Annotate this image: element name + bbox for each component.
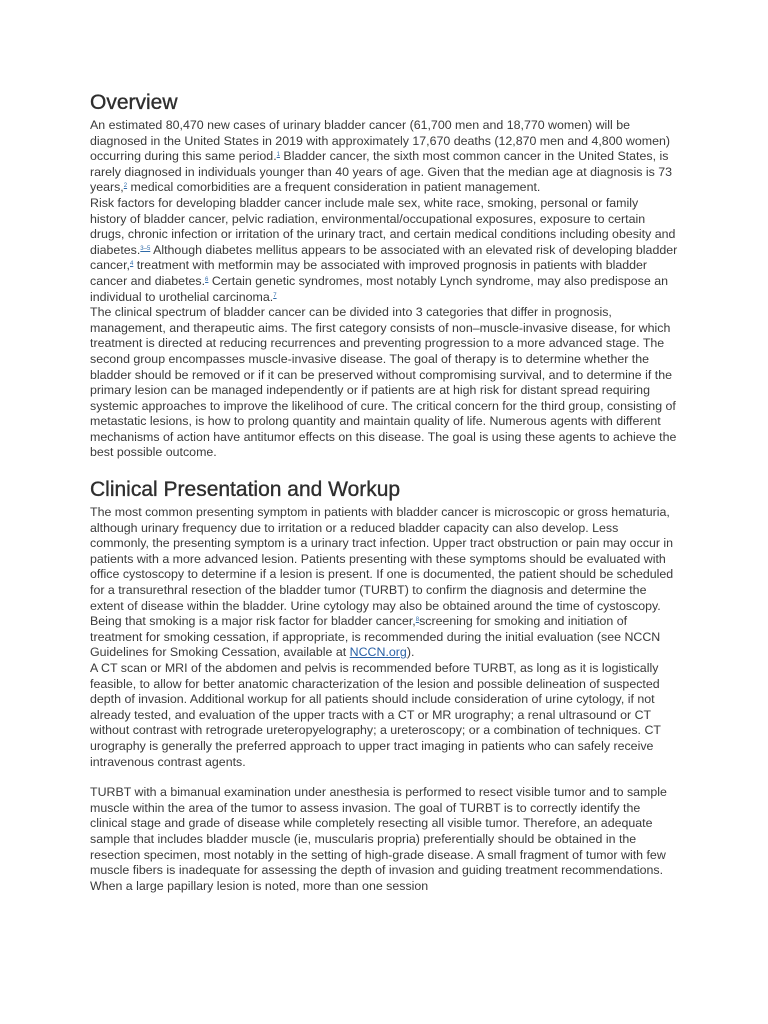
text-run: treatment with metformin may be associated with improved prognosis in patients with bladder cancer and diabetes.	[90, 258, 648, 288]
text-run: medical comorbidities are a frequent consideration in patient management.	[127, 180, 541, 195]
text-run: An estimated 80,470 new cases of urinary bladder cancer (61,700 men and 18,770 women) will be diagnosed in the United States in 2019 with approximately 17,670 deaths (12,870 men and 4,800 women) occurring during this same period.	[90, 118, 670, 164]
reference-link[interactable]: 8	[415, 617, 420, 624]
reference-link[interactable]: 3–5	[140, 245, 151, 252]
clinical-presentation-heading: Clinical Presentation and Workup	[90, 478, 401, 502]
document-page	[90, 88, 678, 894]
overview-heading: Overview	[90, 91, 178, 114]
text-run: screening for smoking and initiation of treatment for smoking cessation, if appropriate, is recommended during the initial evaluation (see NCCN Guidelines for Smoking Cessation, available at	[90, 614, 661, 660]
reference-link[interactable]: 6	[205, 276, 209, 283]
reference-link[interactable]: 1	[276, 152, 280, 159]
overview-paragraph-1	[90, 118, 678, 196]
reference-link[interactable]: 7	[273, 292, 277, 299]
text-run: ).	[406, 645, 415, 660]
nccn-link[interactable]: NCCN.org	[349, 645, 407, 660]
clinical-paragraph-2: A CT scan or MRI of the abdomen and pelvis is recommended before TURBT, as long as it is logistically feasible, to allow for better anatomic characterization of the lesion and possible delineation of suspected depth of invasion. Additional workup for all patients should include consideration of urine cytology, if not already tested, and evaluation of the upper tracts with a CT or MR urography; a renal ultrasound or CT without contrast with retrograde ureteropyelography; a ureteroscopy; or a combination of techniques. CT urography is generally the preferred approach to upper tract imaging in patients who can safely receive intravenous contrast agents.	[90, 661, 661, 769]
text-run: Certain genetic syndromes, most notably Lynch syndrome, may also predispose an individual to urothelial carcinoma.	[90, 273, 668, 304]
reference-link[interactable]: 2	[123, 183, 128, 190]
clinical-paragraph-3: TURBT with a bimanual examination under anesthesia is performed to resect visible tumor and to sample muscle within the area of the tumor to assess invasion. The goal of TURBT is to correctly identify the clinical stage and grade of disease while completely resecting all visible tumor. Therefore, an adequate sample that includes bladder muscle (ie, muscularis propria) preferentially should be obtained in the resection specimen, most notably in the setting of high-grade disease. A small fragment of tumor with few muscle fibers is inadequate for assessing the depth of invasion and guiding treatment recommendations. When a large papillary lesion is noted, more than one session	[90, 785, 667, 893]
overview-paragraph-2	[90, 196, 678, 305]
clinical-paragraph-1	[90, 505, 678, 661]
overview-paragraph-3: The clinical spectrum of bladder cancer can be divided into 3 categories that differ in prognosis, management, and therapeutic aims. The first category consists of non–muscle-invasive disease, for which treatment is directed at reducing recurrences and preventing progression to a more advanced stage. The second group encompasses muscle-invasive disease. The goal of therapy is to determine whether the bladder should be removed or if it can be preserved without compromising survival, and to determine if the primary lesion can be managed independently or if patients are at high risk for distant spread requiring systemic approaches to improve the likelihood of cure. The critical concern for the third group, consisting of metastatic lesions, is how to prolong quantity and maintain quality of life. Numerous agents with different mechanisms of action have antitumor effects on this disease. The goal is using these agents to achieve the best possible outcome.	[90, 305, 677, 460]
reference-link[interactable]: 4	[129, 261, 134, 268]
text-run: Although diabetes mellitus appears to be associated with an elevated risk of developing bladder cancer,	[90, 242, 678, 273]
text-run: The most common presenting symptom in patients with bladder cancer is microscopic or gross hematuria, although urinary frequency due to irritation or a reduced bladder capacity can also develop. Less commonly, the presenting symptom is a urinary tract infection. Upper tract obstruction or pain may occur in patients with a more advanced lesion. Patients presenting with these symptoms should be evaluated with office cystoscopy to determine if a lesion is present. If one is documented, the patient should be scheduled for a transurethral resection of the bladder tumor (TURBT) to confirm the diagnosis and determine the extent of disease within the bladder. Urine cytology may also be obtained around the time of cystoscopy. Being that smoking is a major risk factor for bladder cancer,	[90, 505, 674, 629]
text-run: Risk factors for developing bladder cancer include male sex, white race, smoking, personal or family history of bladder cancer, pelvic radiation, environmental/occupational exposures, exposure to certain drugs, chronic infection or irritation of the urinary tract, and certain medical conditions including obesity and diabetes.	[90, 195, 676, 257]
text-run: Bladder cancer, the sixth most common cancer in the United States, is rarely diagnosed in individuals younger than 40 years of age. Given that the median age at diagnosis is 73 years,	[90, 149, 673, 195]
